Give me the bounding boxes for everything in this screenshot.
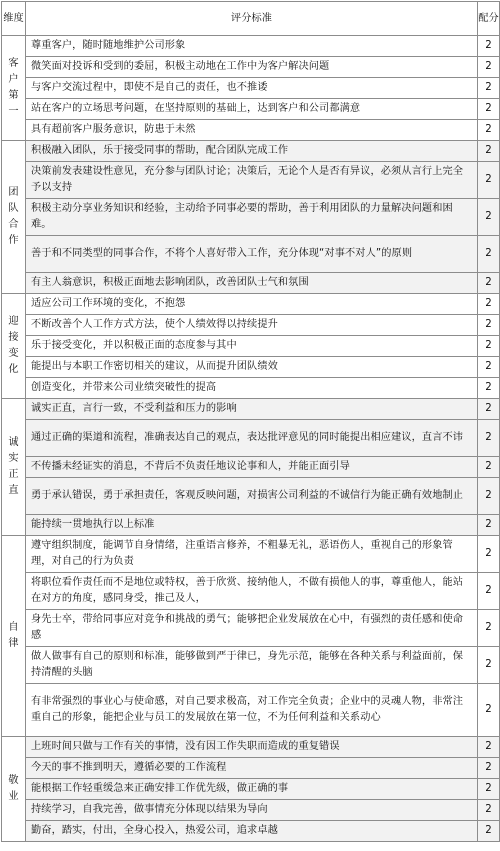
table-row — [2, 199, 500, 236]
score-cell: 2 — [478, 336, 500, 357]
header-standard: 评分标准 — [26, 2, 478, 36]
category-self-discipline: 自律 — [2, 536, 26, 737]
score-cell: 2 — [478, 610, 500, 647]
score-cell: 2 — [478, 515, 500, 536]
score-cell: 2 — [478, 737, 500, 758]
table-row — [2, 315, 500, 336]
table-row — [2, 99, 500, 120]
criterion: 有非常强烈的事业心与使命感，对自己要求极高，对工作完全负责；企业中的灵魂人物，非常注重自己的形象，能把企业与员工的发展放在第一位，不为任何利益和关系动心 — [26, 684, 478, 737]
score-cell: 2 — [478, 573, 500, 610]
score-cell: 2 — [478, 779, 500, 800]
score-cell: 2 — [478, 536, 500, 573]
criterion: 积极主动分享业务知识和经验，主动给予同事必要的帮助，善于利用团队的力量解决问题和困难。 — [26, 199, 478, 236]
table-row — [2, 141, 500, 162]
header-row — [2, 2, 500, 36]
criterion: 决策前发表建设性意见，充分参与团队讨论；决策后，无论个人是否有异议，必须从言行上完全予以支持 — [26, 162, 478, 199]
header-score: 配分 — [478, 2, 500, 36]
criterion: 具有超前客户服务意识，防患于未然 — [26, 120, 478, 141]
table-row — [2, 779, 500, 800]
score-cell: 2 — [478, 36, 500, 57]
score-cell: 2 — [478, 684, 500, 737]
score-cell: 2 — [478, 78, 500, 99]
score-cell: 2 — [478, 758, 500, 779]
score-cell: 2 — [478, 120, 500, 141]
criterion: 乐于接受变化，并以积极正面的态度参与其中 — [26, 336, 478, 357]
criterion: 站在客户的立场思考问题，在坚持原则的基础上，达到客户和公司都满意 — [26, 99, 478, 120]
criterion: 能提出与本职工作密切相关的建议，从而提升团队绩效 — [26, 357, 478, 378]
criterion: 通过正确的渠道和流程，准确表达自己的观点，表达批评意见的同时能提出相应建议，直言不讳 — [26, 420, 478, 457]
table-row — [2, 36, 500, 57]
category-customer-first: 客户第一 — [2, 36, 26, 141]
table-row — [2, 457, 500, 478]
category-dedication: 敬业 — [2, 737, 26, 842]
score-cell: 2 — [478, 273, 500, 294]
score-cell: 2 — [478, 399, 500, 420]
score-cell: 2 — [478, 420, 500, 457]
score-cell: 2 — [478, 800, 500, 821]
criterion: 今天的事不推到明天，遵循必要的工作流程 — [26, 758, 478, 779]
table-row — [2, 294, 500, 315]
score-cell: 2 — [478, 821, 500, 842]
score-cell: 2 — [478, 457, 500, 478]
criterion: 能根据工作轻重缓急来正确安排工作优先级，做正确的事 — [26, 779, 478, 800]
score-cell: 2 — [478, 57, 500, 78]
table-row — [2, 515, 500, 536]
score-cell: 2 — [478, 294, 500, 315]
score-cell: 2 — [478, 99, 500, 120]
criterion: 微笑面对投诉和受到的委屈，积极主动地在工作中为客户解决问题 — [26, 57, 478, 78]
criterion: 创造变化，并带来公司业绩突破性的提高 — [26, 378, 478, 399]
score-cell: 2 — [478, 378, 500, 399]
table-row — [2, 478, 500, 515]
table-row — [2, 78, 500, 99]
table-row — [2, 536, 500, 573]
criterion: 不传播未经证实的消息，不背后不负责任地议论事和人，并能正面引导 — [26, 457, 478, 478]
score-cell: 2 — [478, 236, 500, 273]
table-row — [2, 236, 500, 273]
table-row — [2, 821, 500, 842]
table-row — [2, 573, 500, 610]
criterion: 将职位看作责任而不是地位或特权，善于欣赏、接纳他人，不做有损他人的事，尊重他人，能站在对方的角度，感同身受，推己及人， — [26, 573, 478, 610]
criterion: 做人做事有自己的原则和标准，能够做到严于律已，身先示范，能够在各种关系与利益面前，保持清醒的头脑 — [26, 647, 478, 684]
table-row — [2, 758, 500, 779]
table-row — [2, 162, 500, 199]
score-cell: 2 — [478, 357, 500, 378]
criterion: 遵守组织制度，能调节自身情绪，注重语言修养，不粗暴无礼，恶语伤人，重视自己的形象管理，对自己的行为负责 — [26, 536, 478, 573]
table-row — [2, 357, 500, 378]
table-row — [2, 378, 500, 399]
table-row — [2, 399, 500, 420]
criterion: 诚实正直，言行一致，不受利益和压力的影响 — [26, 399, 478, 420]
criterion: 不断改善个人工作方式方法，使个人绩效得以持续提升 — [26, 315, 478, 336]
table-row — [2, 647, 500, 684]
table-row — [2, 610, 500, 647]
criterion: 与客户交流过程中，即使不是自己的责任，也不推诿 — [26, 78, 478, 99]
header-dimension: 维度 — [2, 2, 26, 36]
criterion: 尊重客户，随时随地维护公司形象 — [26, 36, 478, 57]
category-embrace-change: 迎接变化 — [2, 294, 26, 399]
criterion: 勤奋，踏实，付出，全身心投入，热爱公司，追求卓越 — [26, 821, 478, 842]
table-row — [2, 737, 500, 758]
criterion: 勇于承认错误，勇于承担责任，客观反映问题，对损害公司利益的不诚信行为能正确有效地制止 — [26, 478, 478, 515]
score-cell: 2 — [478, 315, 500, 336]
criterion: 身先士卒，带给同事应对竞争和挑战的勇气；能够把企业发展放在心中，有强烈的责任感和使命感 — [26, 610, 478, 647]
score-cell: 2 — [478, 647, 500, 684]
criterion: 有主人翁意识，积极正面地去影响团队，改善团队士气和氛围 — [26, 273, 478, 294]
criterion: 上班时间只做与工作有关的事情，没有因工作失职而造成的重复错误 — [26, 737, 478, 758]
table-row — [2, 336, 500, 357]
table-row — [2, 57, 500, 78]
table-row — [2, 800, 500, 821]
criterion: 积极融入团队，乐于接受同事的帮助，配合团队完成工作 — [26, 141, 478, 162]
criterion: 善于和不同类型的同事合作，不将个人喜好带入工作，充分体现“对事不对人”的原则 — [26, 236, 478, 273]
score-cell: 2 — [478, 162, 500, 199]
table-row — [2, 120, 500, 141]
category-integrity: 诚实正直 — [2, 399, 26, 536]
score-cell: 2 — [478, 478, 500, 515]
criterion: 适应公司工作环境的变化，不抱怨 — [26, 294, 478, 315]
criterion: 持续学习，自我完善，做事情充分体现以结果为导向 — [26, 800, 478, 821]
table-row — [2, 273, 500, 294]
table-row — [2, 684, 500, 737]
scoring-table — [1, 1, 500, 842]
score-cell: 2 — [478, 199, 500, 236]
criterion: 能持续一贯地执行以上标准 — [26, 515, 478, 536]
score-cell: 2 — [478, 141, 500, 162]
table-row — [2, 420, 500, 457]
category-teamwork: 团队合作 — [2, 141, 26, 294]
